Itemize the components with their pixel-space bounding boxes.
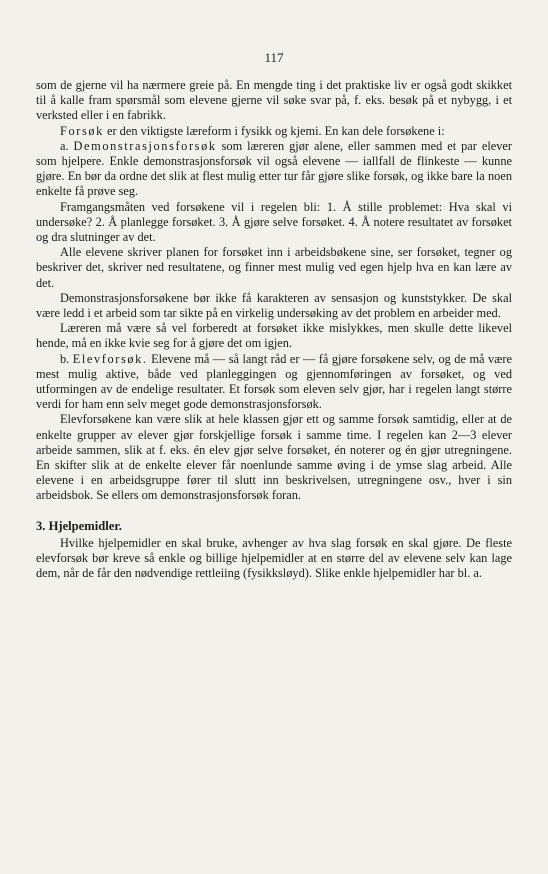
paragraph-demonstrasjonsforsok-text: som læreren gjør alene, eller sammen med et par elever som hjelpere. Enkle demonstrasjonsforsøk vil også elevene — iallfall de flinkeste — kunne gjøre. En bør da ordne det slik at flest mulig etter tur får gjøre slike forsøk, og ikke bare la noen enkelte få prøve seg. bbox=[36, 138, 512, 199]
paragraph-sensasjon: Demonstrasjonsforsøkene bør ikke få karakteren av sensasjon og kunststykker. De skal være ledd i et arbeid som tar sikte på en virkelig undersøking av det problem en arbeider med. bbox=[36, 290, 512, 321]
paragraph-demonstrasjonsforsok bbox=[36, 139, 512, 200]
book-page bbox=[36, 0, 512, 874]
paragraph-elevforsok-text: Elevene må — så langt råd er — få gjøre forsøkene selv, og de må være mest mulig aktive, både ved planleggingen og gjennomføringen av forsøket, og ved utformingen av de endelige resultater. Et forsøk som eleven selv gjør, har i regelen langt større verdi for ham enn selv meget gode demonstrasjonsforsøk. bbox=[36, 351, 512, 412]
paragraph-framgangsmate: Framgangsmåten ved forsøkene vil i regelen bli: 1. Å stille problemet: Hva skal vi undersøke? 2. Å planlegge forsøket. 3. Å gjøre selve forsøket. 4. Å notere resultatet av forsøket og dra slutninger av det. bbox=[36, 199, 512, 245]
page-number: 117 bbox=[264, 50, 284, 65]
term-forsok: Forsøk bbox=[60, 123, 104, 138]
paragraph-forsok bbox=[36, 124, 512, 139]
term-demonstrasjonsforsok: Demonstrasjonsforsøk bbox=[73, 138, 217, 153]
paragraph-laereren: Læreren må være så vel forberedt at forsøket ikke mislykkes, men skulle dette likevel hende, må en ikke kvie seg for å gjøre det om igjen. bbox=[36, 321, 512, 351]
paragraph-grupper: Elevforsøkene kan være slik at hele klassen gjør ett og samme forsøk samtidig, eller at de enkelte grupper av elever gjør forskjellige forsøk i samme time. I regelen kan 2—3 elever arbeide sammen, slik at f. eks. én elev gjør selve forsøket, én noterer og én gjør utregningene. En skifter slik at de enkelte elever får noenlunde samme øving i de ymse slag arbeid. Alle elevene i en arbeidsgruppe fører til slutt inn beskrivelsen, utregningene osv., hver i sin arbeidsbok. Se ellers om demonstrasjonsforsøk foran. bbox=[36, 412, 512, 503]
paragraph-intro: som de gjerne vil ha nærmere greie på. En mengde ting i det praktiske liv er også godt skikket til å kalle fram spørsmål som elevene gjerne vil søke svar på, f. eks. besøk på et nybygg, i et verksted eller i en fabrikk. bbox=[36, 78, 512, 123]
paragraph-elevforsok bbox=[36, 352, 512, 413]
paragraph-forsok-text: er den viktigste læreform i fysikk og kjemi. En kan dele forsøkene i: bbox=[103, 123, 445, 138]
list-marker-b: b. bbox=[60, 351, 73, 366]
list-marker-a: a. bbox=[60, 138, 74, 153]
paragraph-alle-elevene: Alle elevene skriver planen for forsøket inn i arbeidsbøkene sine, ser forsøket, tegner og beskriver det, skriver ned resultatene, og finner mest mulig ved egen hjelp hva en kan lære av det. bbox=[36, 245, 512, 290]
term-elevforsok: Elevforsøk. bbox=[72, 351, 148, 366]
paragraph-hjelpemidler: Hvilke hjelpemidler en skal bruke, avhenger av hva slag forsøk en skal gjøre. De fleste elevforsøk bør kreve så enkle og billige hjelpemidler at en større del av elevene selv kan lage dem, når de får den nødvendige rettleiing (fysikksløyd). Slike enkle hjelpemidler har bl. a. bbox=[36, 535, 512, 581]
body-text bbox=[36, 78, 512, 582]
section-heading: 3. Hjelpemidler. bbox=[36, 518, 122, 533]
